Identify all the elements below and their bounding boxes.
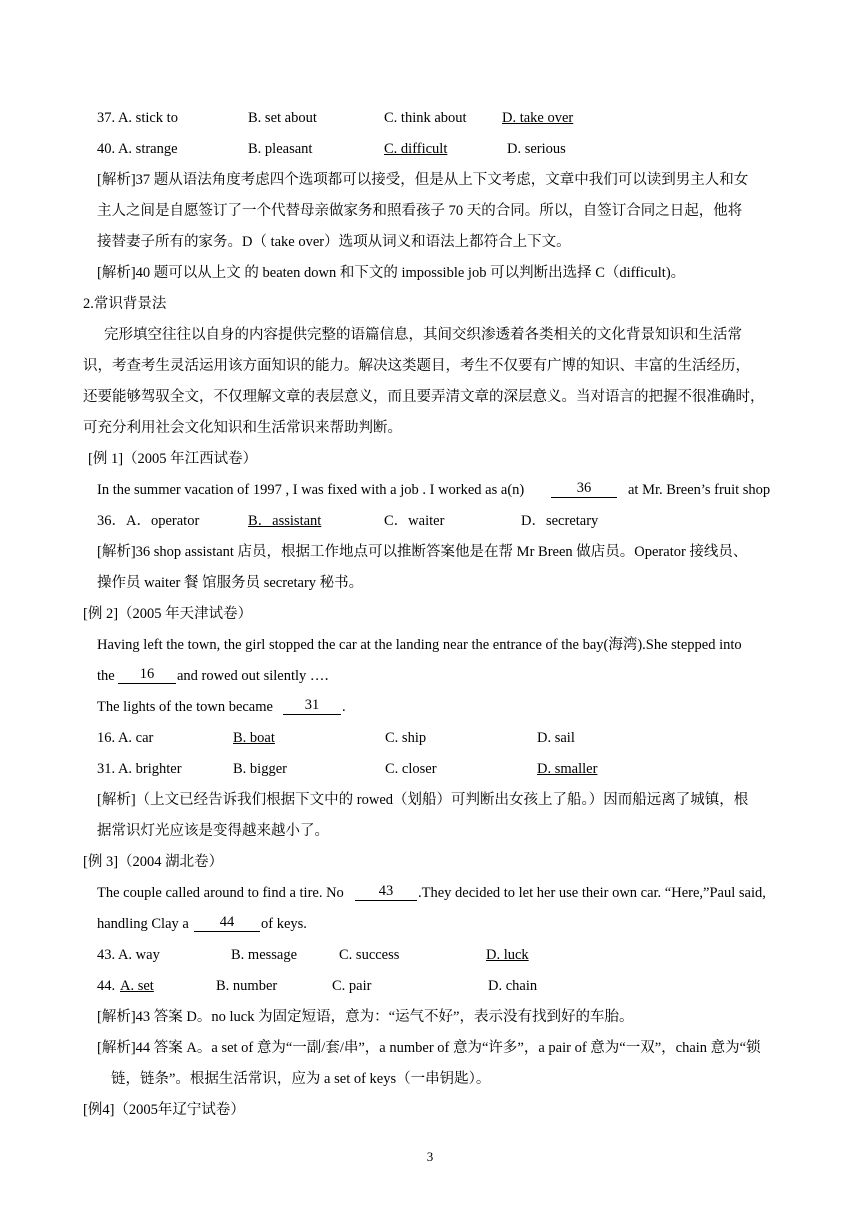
example-3-sentence-1-b: .They decided to let her use their own car. “Here,”Paul said,	[418, 885, 766, 901]
option-44-d: D. chain	[488, 978, 538, 994]
section-paragraph-line-2: 识，考查考生灵活运用该方面知识的能力。解决这类题目，考生不仅要有广博的知识、丰富的生活经历，	[83, 358, 750, 374]
section-paragraph-line-3: 还要能够驾驭全文，不仅理解文章的表层意义，而且要弄清文章的深层意义。当对语言的把握不很准确时，	[83, 389, 765, 405]
analysis-36-line-2: 操作员 waiter 餐 馆服务员 secretary 秘书。	[97, 575, 364, 591]
option-40-d: D. serious	[507, 141, 566, 157]
section-heading: 2.常识背景法	[83, 296, 167, 312]
option-37-a: 37. A. stick to	[97, 110, 178, 126]
blank-31: 31	[283, 697, 341, 715]
analysis-16-31-line-1: [解析]（上文已经告诉我们根据下文中的 rowed（划船）可判断出女孩上了船。）因而船远离了城镇，根	[97, 792, 749, 808]
blank-16: 16	[118, 666, 176, 684]
option-44-b: B. number	[216, 978, 278, 994]
option-40-c-answer: C. difficult	[384, 141, 448, 157]
blank-43: 43	[355, 883, 417, 901]
section-paragraph-line-4: 可充分利用社会文化知识和生活常识来帮助判断。	[83, 420, 402, 436]
analysis-40: [解析]40 题可以从上文 的 beaten down 和下文的 impossible job 可以判断出选择 C（difficult)。	[97, 265, 686, 281]
option-37-c: C. think about	[384, 110, 467, 126]
option-37-d-answer: D. take over	[502, 110, 574, 126]
option-16-b-answer: B. boat	[233, 730, 275, 746]
option-36-a: 36．A．operator	[97, 513, 200, 529]
example-4-label: [例4]（2005年辽宁试卷）	[83, 1102, 245, 1118]
example-3-sentence-2-a: handling Clay a	[97, 916, 189, 932]
analysis-44-line-1: [解析]44 答案 A。a set of 意为“一副/套/串”，a number of 意为“许多”，a pair of 意为“一双”，chain 意为“锁	[97, 1040, 761, 1056]
example-2-label: [例 2]（2005 年天津试卷）	[83, 606, 253, 622]
option-40-a: 40. A. strange	[97, 141, 178, 157]
option-44-a-answer: A. set	[120, 978, 154, 994]
option-43-a: 43. A. way	[97, 947, 160, 963]
analysis-37-line-2: 主人之间是自愿签订了一个代替母亲做家务和照看孩子 70 天的合同。所以，自签订合同之日起，他将	[97, 203, 743, 219]
example-1-sentence-a: In the summer vacation of 1997 , I was fixed with a job . I worked as a(n)	[97, 482, 525, 498]
page-number: 3	[426, 1149, 434, 1164]
option-36-c: C．waiter	[384, 513, 445, 529]
option-43-b: B. message	[231, 947, 298, 963]
option-37-b: B. set about	[248, 110, 317, 126]
example-2-sentence-2-a: the	[97, 668, 115, 684]
example-3-label: [例 3]（2004 湖北卷）	[83, 854, 224, 870]
option-31-d-answer: D. smaller	[537, 761, 598, 777]
option-16-c: C. ship	[385, 730, 427, 746]
analysis-16-31-line-2: 据常识灯光应该是变得越来越小了。	[97, 823, 329, 839]
option-31-c: C. closer	[385, 761, 437, 777]
section-paragraph-line-1: 完形填空往往以自身的内容提供完整的语篇信息，其间交织渗透着各类相关的文化背景知识和生活常	[104, 327, 742, 343]
option-16-a: 16. A. car	[97, 730, 154, 746]
example-2-sentence-2-b: and rowed out silently …．	[177, 668, 339, 684]
example-3-sentence-1-a: The couple called around to find a tire. No	[97, 885, 344, 901]
example-2-sentence-3-a: The lights of the town became	[97, 699, 273, 715]
example-2-sentence-1: Having left the town, the girl stopped the car at the landing near the entrance of the bay(海湾).She stepped into	[97, 637, 742, 653]
analysis-43: [解析]43 答案 D。no luck 为固定短语，意为：“运气不好”，表示没有找到好的车胎。	[97, 1009, 634, 1025]
option-44-c: C. pair	[332, 978, 372, 994]
example-3-sentence-2-b: of keys.	[261, 916, 307, 932]
analysis-44-line-2: 链，链条”。根据生活常识，应为 a set of keys（一串钥匙）。	[111, 1071, 491, 1087]
option-36-b-answer: B．assistant	[248, 513, 322, 529]
analysis-37-line-3: 接替妻子所有的家务。D（ take over）选项从词义和语法上都符合上下文。	[97, 234, 571, 250]
option-31-b: B. bigger	[233, 761, 287, 777]
option-44-number: 44.	[97, 978, 116, 994]
option-43-c: C. success	[339, 947, 400, 963]
option-40-b: B. pleasant	[248, 141, 313, 157]
analysis-36-line-1: [解析]36 shop assistant 店员，根据工作地点可以推断答案他是在帮 Mr Breen 做店员。Operator 接线员、	[97, 544, 748, 560]
example-2-sentence-3-b: .	[342, 699, 346, 715]
option-43-d-answer: D. luck	[486, 947, 529, 963]
option-16-d: D. sail	[537, 730, 575, 746]
blank-44: 44	[194, 914, 260, 932]
analysis-37-line-1: [解析]37 题从语法角度考虑四个选项都可以接受，但是从上下文考虑，文章中我们可以读到男主人和女	[97, 172, 749, 188]
blank-36: 36	[551, 480, 617, 498]
option-31-a: 31. A. brighter	[97, 761, 182, 777]
example-1-label: [例 1]（2005 年江西试卷）	[88, 451, 258, 467]
option-36-d: D．secretary	[521, 513, 599, 529]
example-1-sentence-b: at Mr. Breen’s fruit shop	[628, 482, 771, 498]
